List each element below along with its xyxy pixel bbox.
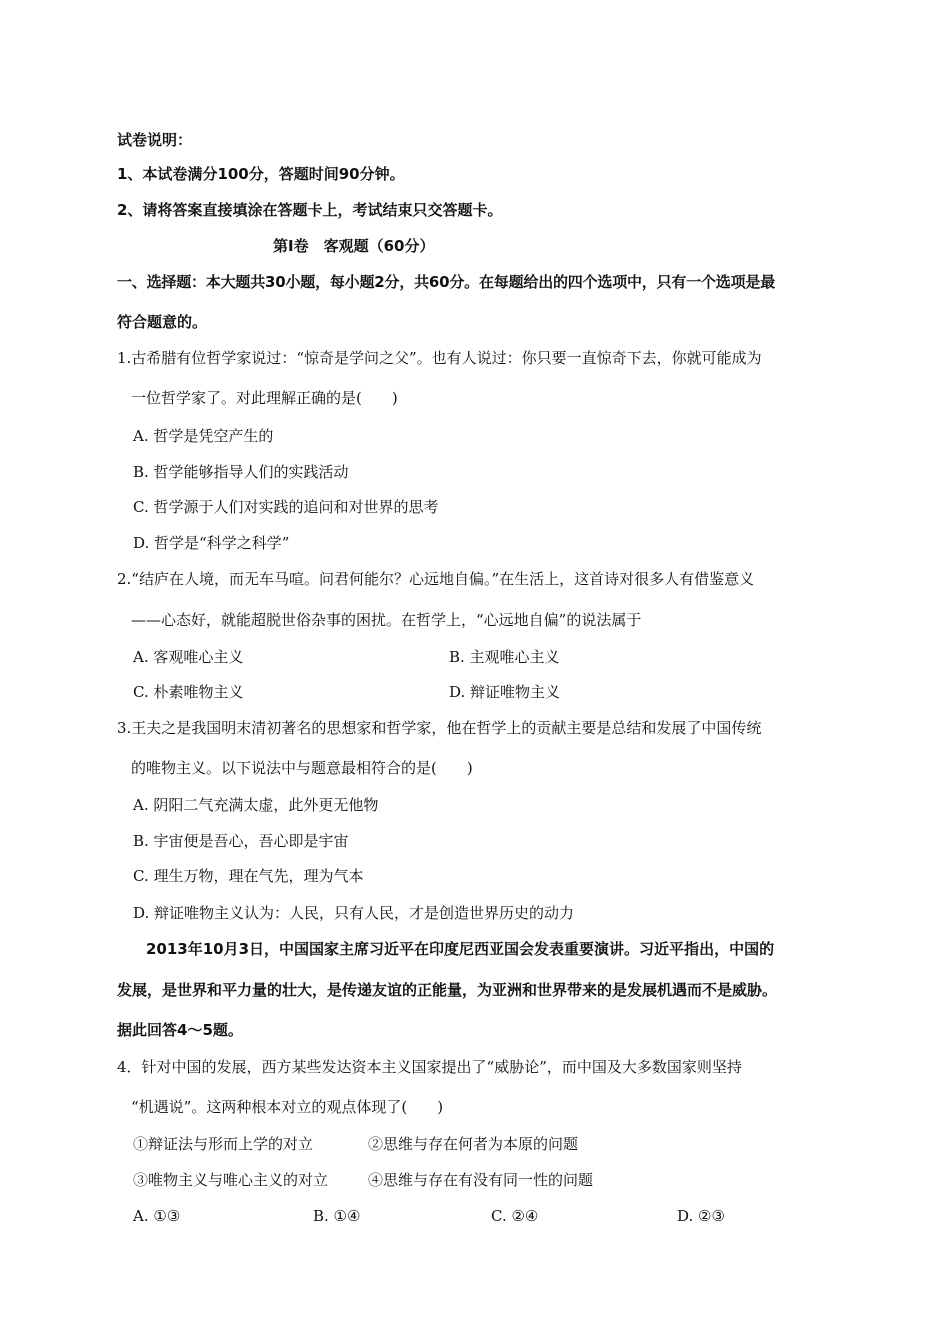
q2-option-d: D. 辩证唯物主义 [449, 683, 561, 701]
q1-option-c: C. 哲学源于人们对实践的追问和对世界的思考 [133, 498, 439, 516]
q2-option-b: B. 主观唯心主义 [449, 648, 560, 666]
q4-stem-line-2: “机遇说”。这两种根本对立的观点体现了( ) [131, 1098, 444, 1116]
q1-option-b: B. 哲学能够指导人们的实践活动 [133, 463, 349, 481]
q4-statement-4: ④思维与存在有没有同一性的问题 [368, 1171, 594, 1189]
q2-stem-line-1: 2.“结庐在人境，而无车马喧。问君何能尔？心远地自偏。”在生活上，这首诗对很多人有借鉴意义 [117, 570, 755, 588]
q1-stem-line-2: 一位哲学家了。对此理解正确的是( ) [131, 389, 398, 407]
q1-stem-line-1: 1.古希腊有位哲学家说过：“惊奇是学问之父”。也有人说过：你只要一直惊奇下去，你就可能成为 [117, 349, 762, 367]
instruction-line-2: 2、请将答案直接填涂在答题卡上，考试结束只交答题卡。 [117, 201, 503, 219]
q2-stem-line-2: ——心态好，就能超脱世俗杂事的困扰。在哲学上，“心远地自偏”的说法属于 [131, 611, 642, 629]
q2-option-c: C. 朴素唯物主义 [133, 683, 244, 701]
section-title: 第Ⅰ卷 客观题（60分） [273, 237, 435, 255]
material-line-3: 据此回答4～5题。 [117, 1021, 243, 1039]
q4-statement-1: ①辩证法与形而上学的对立 [133, 1135, 314, 1153]
q4-statement-3: ③唯物主义与唯心主义的对立 [133, 1171, 329, 1189]
material-line-1: 2013年10月3日，中国国家主席习近平在印度尼西亚国会发表重要演讲。习近平指出，中国的 [146, 940, 775, 958]
part-heading-line-1: 一、选择题：本大题共30小题，每小题2分，共60分。在每题给出的四个选项中，只有一个选项是最 [117, 273, 775, 291]
q4-option-a: A. ①③ [133, 1207, 181, 1225]
q4-option-d: D. ②③ [677, 1207, 725, 1225]
q3-option-a: A. 阴阳二气充满太虚，此外更无他物 [133, 796, 379, 814]
q1-option-d: D. 哲学是“科学之科学” [133, 534, 290, 552]
q3-stem-line-2: 的唯物主义。以下说法中与题意最相符合的是( ) [131, 759, 473, 777]
q4-option-c: C. ②④ [491, 1207, 539, 1225]
q3-option-d: D. 辩证唯物主义认为：人民，只有人民，才是创造世界历史的动力 [133, 904, 575, 922]
material-line-2: 发展，是世界和平力量的壮大，是传递友谊的正能量，为亚洲和世界带来的是发展机遇而不是威胁。 [117, 981, 778, 999]
q3-option-b: B. 宇宙便是吾心，吾心即是宇宙 [133, 832, 349, 850]
q1-option-a: A. 哲学是凭空产生的 [133, 427, 274, 445]
q3-option-c: C. 理生万物，理在气先，理为气本 [133, 867, 364, 885]
part-heading-line-2: 符合题意的。 [117, 313, 208, 331]
q3-stem-line-1: 3.王夫之是我国明末清初著名的思想家和哲学家，他在哲学上的贡献主要是总结和发展了中国传统 [117, 719, 762, 737]
q4-statement-2: ②思维与存在何者为本原的问题 [368, 1135, 579, 1153]
instructions-title: 试卷说明： [117, 131, 193, 149]
q4-option-b: B. ①④ [313, 1207, 361, 1225]
q4-stem-line-1: 4．针对中国的发展，西方某些发达资本主义国家提出了“威胁论”，而中国及大多数国家则坚持 [117, 1058, 742, 1076]
q2-option-a: A. 客观唯心主义 [133, 648, 244, 666]
instruction-line-1: 1、本试卷满分100分，答题时间90分钟。 [117, 165, 405, 183]
